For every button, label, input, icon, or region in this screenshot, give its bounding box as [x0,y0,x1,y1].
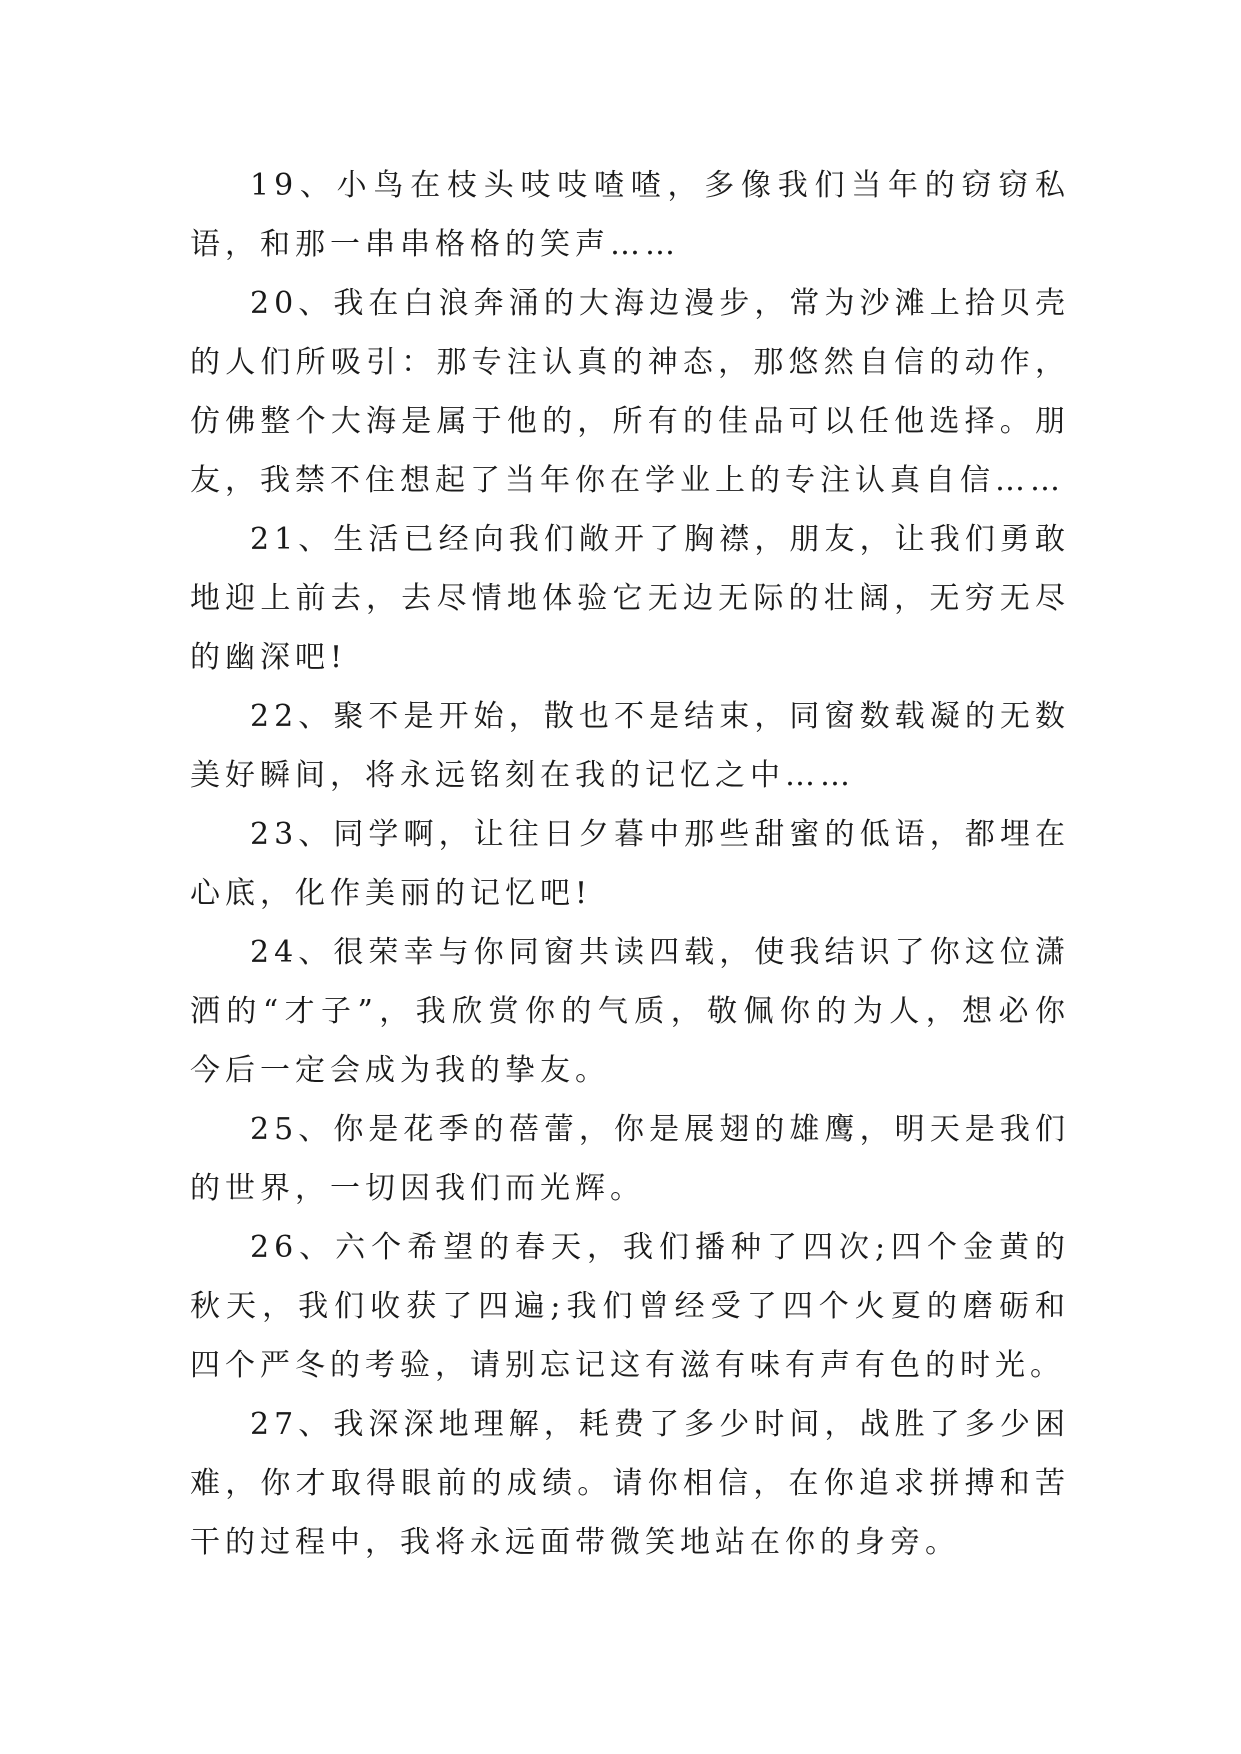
paragraph-23: 23、同学啊，让往日夕暮中那些甜蜜的低语，都埋在心底，化作美丽的记忆吧! [190,817,1070,911]
paragraph-25: 25、你是花季的蓓蕾，你是展翅的雄鹰，明天是我们的世界，一切因我们而光辉。 [190,1112,1070,1206]
paragraph-24: 24、很荣幸与你同窗共读四载，使我结识了你这位潇洒的“才子”，我欣赏你的气质，敬佩你的为人，想必你今后一定会成为我的挚友。 [190,935,1070,1088]
document-body [190,156,1070,1572]
paragraph-20: 20、我在白浪奔涌的大海边漫步，常为沙滩上拾贝壳的人们所吸引：那专注认真的神态，那悠然自信的动作，仿佛整个大海是属于他的，所有的佳品可以任他选择。朋友，我禁不住想起了当年你在学业上的专注认真自信…… [190,286,1070,498]
paragraph-22: 22、聚不是开始，散也不是结束，同窗数载凝的无数美好瞬间，将永远铭刻在我的记忆之中…… [190,699,1070,793]
paragraph-19: 19、小鸟在枝头吱吱喳喳，多像我们当年的窃窃私语，和那一串串格格的笑声…… [190,168,1070,262]
paragraph-21: 21、生活已经向我们敞开了胸襟，朋友，让我们勇敢地迎上前去，去尽情地体验它无边无际的壮阔，无穷无尽的幽深吧! [190,522,1070,675]
paragraph-27: 27、我深深地理解，耗费了多少时间，战胜了多少困难，你才取得眼前的成绩。请你相信，在你追求拼搏和苦干的过程中，我将永远面带微笑地站在你的身旁。 [190,1407,1070,1560]
paragraph-26: 26、六个希望的春天，我们播种了四次;四个金黄的秋天，我们收获了四遍;我们曾经受了四个火夏的磨砺和四个严冬的考验，请别忘记这有滋有味有声有色的时光。 [190,1230,1070,1383]
